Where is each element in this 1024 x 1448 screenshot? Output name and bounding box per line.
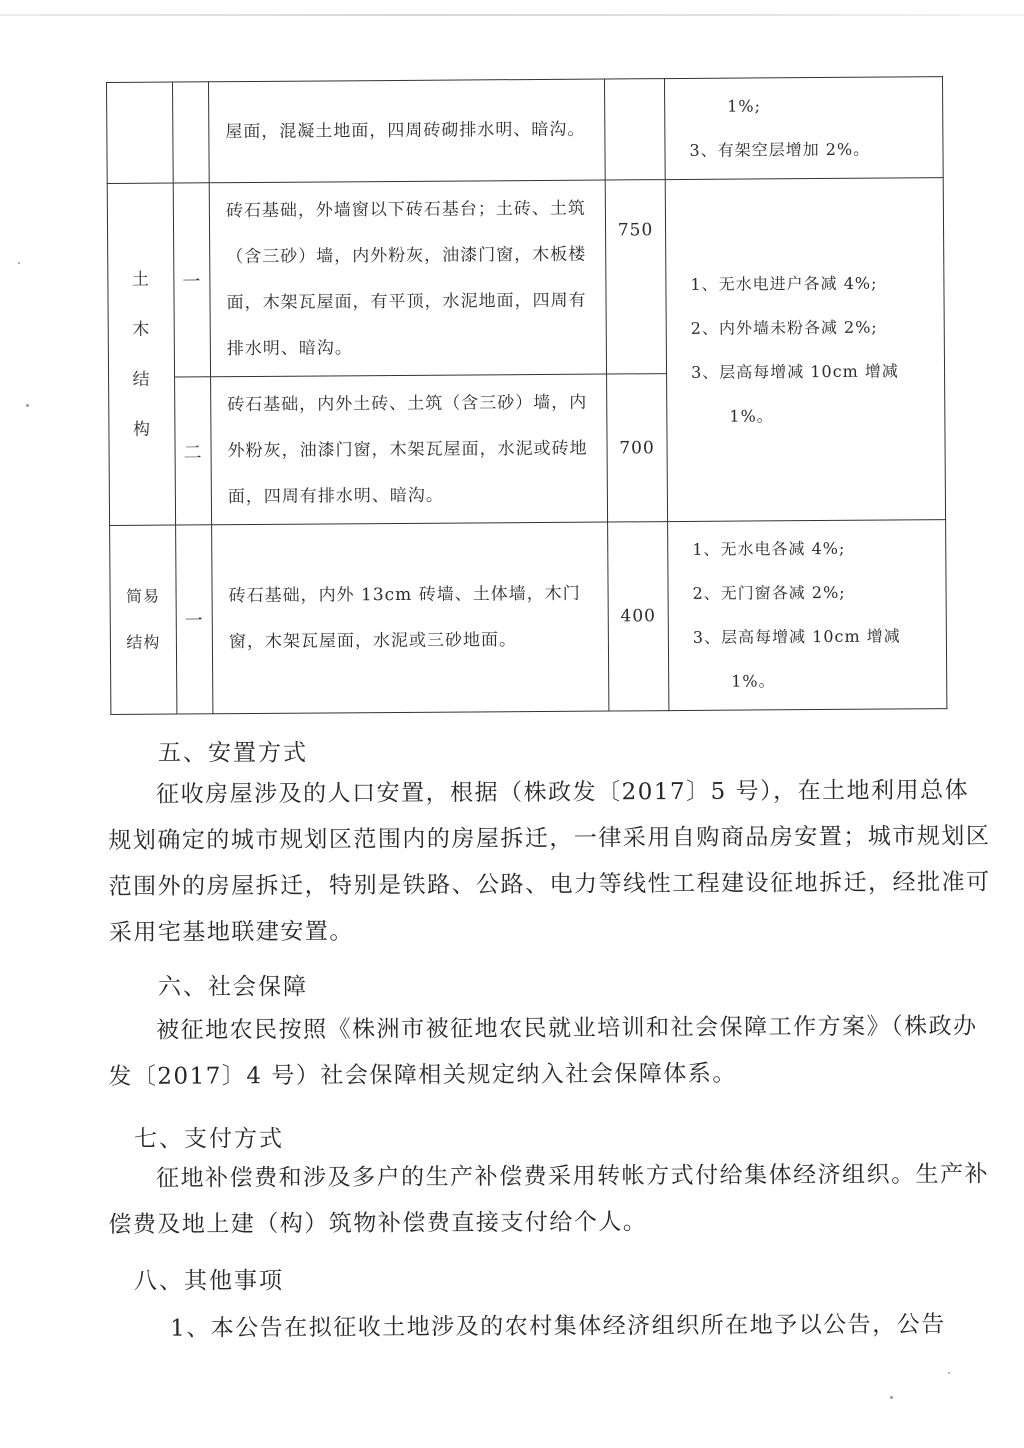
table-cell-empty: [604, 79, 665, 180]
section-heading-5: 五、安置方式: [158, 740, 308, 766]
category-char: 土: [131, 269, 150, 290]
section-body-7: [108, 1151, 992, 1248]
section-heading-6: 六、社会保障: [158, 974, 308, 1000]
unit-price: 750: [605, 180, 666, 374]
adjustment-notes: [664, 77, 943, 180]
section-heading-7: 七、支付方式: [134, 1126, 284, 1152]
scan-speck: [890, 1396, 893, 1399]
table-cell-empty: [173, 82, 210, 183]
scan-speck: [26, 404, 29, 407]
table-row: [107, 178, 944, 378]
compensation-table: [106, 76, 947, 715]
structure-description: 屋面，混凝土地面，四周砖砌排水明、暗沟。: [209, 79, 606, 183]
note-line: 3、层高每增减 10cm 增减: [692, 626, 901, 647]
unit-price: 400: [608, 522, 669, 711]
section-body-5: [108, 767, 993, 956]
note-line: 1%。: [729, 405, 774, 426]
table-row: [110, 520, 947, 715]
paragraph-text: 征收房屋涉及的人口安置，根据（株政发〔2017〕5 号），在土地利用总体规划确定的城市规划区范围内的房屋拆迁，一律采用自购商品房安置；城市规划区范围外的房屋拆迁，特别是铁路、公路、电力等线性工程建设征地拆迁，经批准可采用宅基地联建安置。: [108, 777, 991, 946]
paragraph: [108, 1003, 992, 1100]
unit-price: 700: [607, 374, 668, 522]
scan-speck: [948, 1372, 950, 1374]
scan-edge-line: [0, 14, 1024, 16]
structure-description: 砖石基础，外墙窗以下砖石基台；土砖、土筑（含三砂）墙，内外粉灰，油漆门窗，木板楼面，木架瓦屋面，有平顶，水泥地面，四周有排水明、暗沟。: [209, 180, 606, 377]
adjustment-notes: [668, 520, 947, 711]
paragraph: [108, 1151, 992, 1248]
structure-description: 砖石基础，内外土砖、土筑（含三砂）墙，内外粉灰，油漆门窗，木架瓦屋面，水泥或砖地面，四周有排水明、暗沟。: [211, 374, 608, 525]
grade-label: 二: [175, 377, 212, 525]
note-line: 3、层高每增减 10cm 增减: [690, 360, 899, 382]
structure-category-jianyi: [110, 525, 177, 714]
section-heading-8: 八、其他事项: [134, 1268, 284, 1294]
note-line: 2、内外墙未粉各减 2%;: [690, 317, 878, 338]
category-char: 构: [132, 419, 151, 440]
category-line: 简易: [126, 586, 161, 606]
structure-description: 砖石基础，内外 13cm 砖墙、土体墙，木门窗，木架瓦屋面，水泥或三砂地面。: [212, 522, 609, 714]
note-line: 2、无门窗各减 2%;: [692, 582, 846, 603]
category-line: 结构: [126, 632, 161, 652]
table-row: [107, 77, 944, 184]
structure-category-tumu: [107, 183, 175, 525]
paragraph-text: 1、本公告在拟征收土地涉及的农村集体经济组织所在地予以公告，公告: [170, 1311, 946, 1342]
paragraph: [108, 767, 993, 956]
adjustment-notes: [665, 178, 945, 522]
section-body-6: [108, 1003, 992, 1100]
table-cell-empty: [107, 82, 174, 183]
scan-speck: [18, 262, 20, 264]
paragraph-text: 征地补偿费和涉及多户的生产补偿费采用转帐方式付给集体经济组织。生产补偿费及地上建（构）筑物补偿费直接支付给个人。: [108, 1161, 990, 1238]
note-line: 1%;: [727, 96, 762, 116]
paragraph: [108, 1301, 992, 1352]
category-char: 木: [132, 319, 151, 340]
note-line: 1、无水电进户各减 4%;: [690, 273, 878, 294]
grade-label: 一: [173, 183, 210, 377]
grade-label: 一: [176, 525, 213, 714]
note-line: 3、有架空层增加 2%。: [689, 139, 871, 160]
paragraph-text: 被征地农民按照《株洲市被征地农民就业培训和社会保障工作方案》（株政办发〔2017〕4 号）社会保障相关规定纳入社会保障体系。: [108, 1013, 978, 1090]
section-body-8: [108, 1301, 992, 1352]
note-line: 1%。: [731, 671, 776, 691]
note-line: 1、无水电各减 4%;: [692, 538, 846, 559]
category-char: 结: [132, 369, 151, 390]
